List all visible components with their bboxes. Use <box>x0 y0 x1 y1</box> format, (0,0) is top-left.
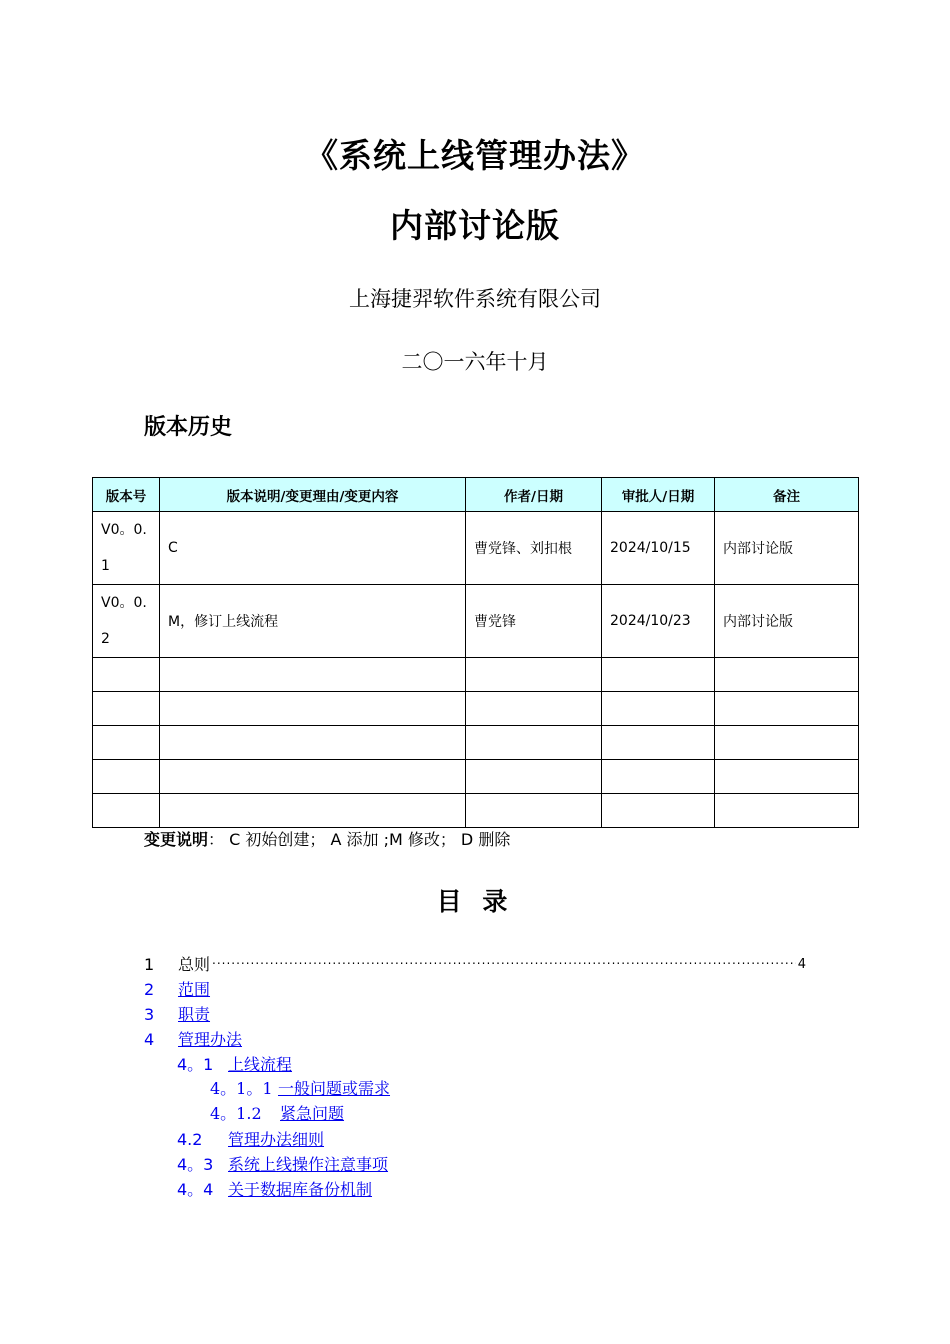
toc-entry-number: 4.2 <box>177 1130 203 1149</box>
change-legend <box>144 827 510 850</box>
toc-link-launch-process[interactable] <box>177 1055 292 1074</box>
version-history-table <box>92 477 859 828</box>
toc-entry-4[interactable] <box>144 1027 242 1052</box>
toc-entry-page: 4 <box>797 957 806 972</box>
toc-entry-number: 4。1.2 <box>210 1104 262 1123</box>
column-header-approver: 审批人/日期 <box>602 478 715 512</box>
toc-entry-text: 一般问题或需求 <box>278 1079 391 1098</box>
toc-entry-text: 系统上线操作注意事项 <box>228 1155 389 1174</box>
column-header-author: 作者/日期 <box>466 478 602 512</box>
cell-version: V0。0.2 <box>93 585 160 658</box>
toc-entry-number: 4。4 <box>177 1180 214 1199</box>
toc-link-rules[interactable] <box>177 1130 324 1149</box>
toc-title: 目 录 <box>436 887 514 916</box>
toc-entry-text: 管理办法 <box>178 1030 243 1049</box>
toc-entry-text: 总则 <box>178 955 211 974</box>
toc-leader-dots <box>212 948 796 973</box>
cell-author: 曹党锋 <box>466 585 602 658</box>
toc-entry-text: 管理办法细则 <box>228 1130 325 1149</box>
toc-entry-3[interactable] <box>144 1002 210 1027</box>
cell-description: M，修订上线流程 <box>160 585 466 658</box>
toc-link-duties[interactable] <box>144 1005 210 1024</box>
column-header-version: 版本号 <box>93 478 160 512</box>
toc-link-db-backup[interactable] <box>177 1180 372 1199</box>
toc-link-general-issues[interactable] <box>210 1079 390 1098</box>
cell-author: 曹党锋、刘扣根 <box>466 512 602 585</box>
toc-entry-number: 4。3 <box>177 1155 214 1174</box>
toc-entry-4-1[interactable] <box>177 1052 292 1077</box>
toc-entry-4-3[interactable] <box>177 1152 388 1177</box>
toc-entry-number: 4。1。1 <box>210 1079 273 1098</box>
empty-table-row <box>93 726 859 760</box>
toc-entry-number: 3 <box>144 1005 155 1024</box>
version-history-heading: 版本历史 <box>144 415 233 440</box>
toc-entry-number: 4。1 <box>177 1055 214 1074</box>
toc-entry-4-2[interactable] <box>177 1127 324 1152</box>
company-name: 上海捷羿软件系统有限公司 <box>349 287 601 311</box>
toc-entry-text: 上线流程 <box>228 1055 293 1074</box>
cell-approver: 2024/10/23 <box>602 585 715 658</box>
column-header-remarks: 备注 <box>715 478 859 512</box>
toc-entry-text: 关于数据库备份机制 <box>228 1180 373 1199</box>
cell-approver: 2024/10/15 <box>602 512 715 585</box>
cell-version: V0。0.1 <box>93 512 160 585</box>
toc-entry-text: 职责 <box>178 1005 211 1024</box>
change-legend-label: 变更说明 <box>144 830 209 849</box>
document-date: 二〇一六年十月 <box>401 350 549 374</box>
toc-entry-number: 2 <box>144 980 155 999</box>
toc-entry-number: 1 <box>144 955 155 974</box>
empty-table-row <box>93 760 859 794</box>
column-header-description: 版本说明/变更理由/变更内容 <box>160 478 466 512</box>
toc-link-management[interactable] <box>144 1030 242 1049</box>
cell-remarks: 内部讨论版 <box>715 512 859 585</box>
cell-remarks: 内部讨论版 <box>715 585 859 658</box>
toc-entry-2[interactable] <box>144 977 210 1002</box>
toc-entry-1 <box>144 952 806 977</box>
empty-table-row <box>93 692 859 726</box>
toc-link-operation-notes[interactable] <box>177 1155 388 1174</box>
table-row <box>93 585 859 658</box>
toc-entry-number: 4 <box>144 1030 155 1049</box>
table-row <box>93 512 859 585</box>
toc-entry-text: 紧急问题 <box>280 1104 345 1123</box>
empty-table-row <box>93 658 859 692</box>
cell-description: C <box>160 512 466 585</box>
toc-link-scope[interactable] <box>144 980 210 999</box>
table-header-row <box>93 478 859 512</box>
document-subtitle: 内部讨论版 <box>390 206 560 245</box>
change-legend-text: ： C 初始创建； A 添加 ;M 修改； D 删除 <box>208 830 511 849</box>
toc-link-urgent-issues[interactable] <box>210 1104 344 1123</box>
document-title: 《系统上线管理办法》 <box>305 136 645 175</box>
empty-table-row <box>93 794 859 828</box>
toc-entry-4-1-2[interactable] <box>210 1101 344 1126</box>
toc-entry-4-4[interactable] <box>177 1177 372 1202</box>
toc-entry-4-1-1[interactable] <box>210 1076 390 1101</box>
toc-entry-text: 范围 <box>178 980 211 999</box>
